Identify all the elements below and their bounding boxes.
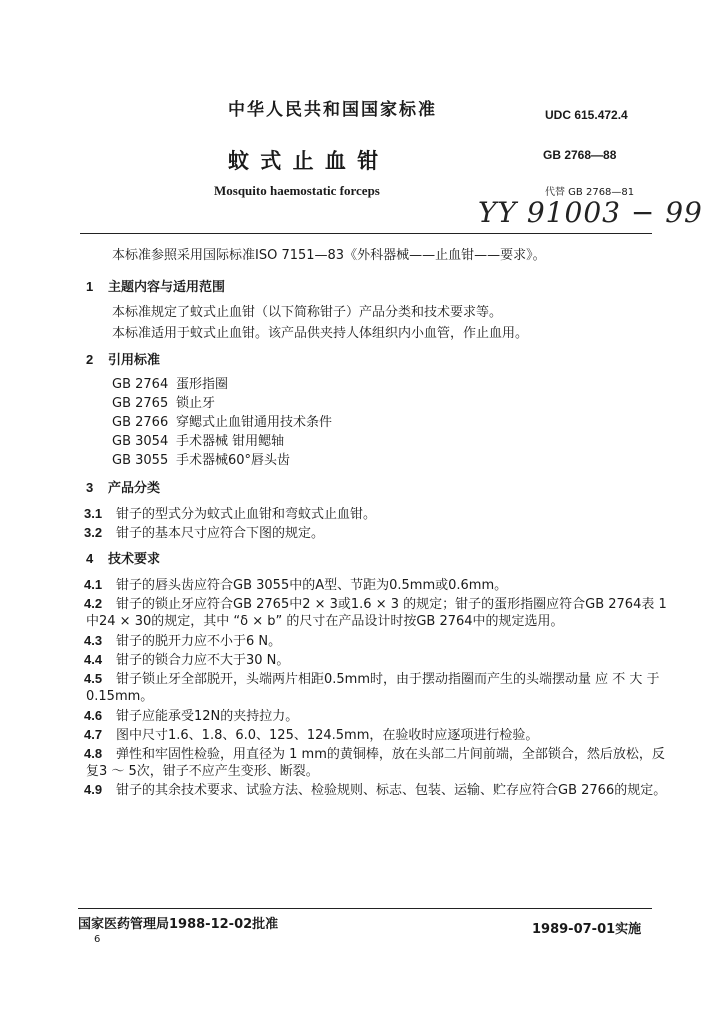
clause-4-7 <box>84 726 538 745</box>
clause-4-2 <box>84 595 667 614</box>
clause-text: 钳子的唇头齿应符合GB 3055中的A型、节距为0.5mm或0.6mm。 <box>116 578 508 593</box>
section-1-number: 1 <box>86 279 94 294</box>
clause-text: 图中尺寸1.6、1.8、6.0、125、124.5mm，在验收时应逐项进行检验。 <box>116 728 539 743</box>
clause-4-5-continuation: 0.15mm。 <box>86 689 154 704</box>
ref-name: 手术器械 钳用鳃轴 <box>176 434 285 449</box>
ref-code: GB 3054 <box>112 434 169 449</box>
ref-row <box>112 376 228 394</box>
clause-text: 钳子应能承受12N的夹持拉力。 <box>116 709 299 724</box>
clause-3-1 <box>84 505 376 524</box>
section-2-title: 引用标准 <box>108 353 161 368</box>
clause-4-2-continuation: 中24 × 30的规定，其中 “δ × b” 的尺寸在产品设计时按GB 2764中的规定选用。 <box>86 614 564 629</box>
ref-name: 锁止牙 <box>176 396 216 411</box>
section-3-title: 产品分类 <box>108 481 161 496</box>
title-en: Mosquito haemostatic forceps <box>214 183 380 198</box>
clause-4-4 <box>84 651 289 670</box>
clause-text: 钳子的基本尺寸应符合下图的规定。 <box>116 526 325 541</box>
clause-number: 4.8 <box>84 746 103 761</box>
clause-4-6 <box>84 707 298 726</box>
udc-number: UDC 615.472.4 <box>545 108 628 122</box>
title-cn: 蚊 式 止 血 钳 <box>228 149 381 173</box>
clause-4-1 <box>84 576 507 595</box>
standard-number: GB 2768—88 <box>543 148 617 162</box>
clause-number: 4.3 <box>84 633 103 648</box>
clause-number: 4.4 <box>84 652 103 667</box>
clause-text: 钳子的锁止牙应符合GB 2765中2 × 3或1.6 × 3 的规定；钳子的蛋形指圈应符合GB 2764表 1 <box>116 597 667 612</box>
section-2-heading <box>86 351 160 370</box>
clause-4-8-continuation: 复3 ～ 5次，钳子不应产生变形、断裂。 <box>86 764 319 779</box>
ref-name: 穿鳃式止血钳通用技术条件 <box>176 415 333 430</box>
ref-code: GB 2764 <box>112 377 169 392</box>
section-1-para-2: 本标准适用于蚊式止血钳。该产品供夹持人体组织内小血管，作止血用。 <box>112 326 529 341</box>
clause-4-5 <box>84 670 660 689</box>
clause-number: 4.6 <box>84 708 103 723</box>
clause-4-3 <box>84 632 281 651</box>
clause-4-8 <box>84 745 665 764</box>
section-4-title: 技术要求 <box>108 552 161 567</box>
clause-text: 弹性和牢固性检验，用直径为 1 mm的黄铜棒，放在头部二片间前端，全部锁合，然后放松，反 <box>116 747 665 762</box>
clause-number: 4.7 <box>84 727 103 742</box>
clause-4-9 <box>84 781 666 800</box>
clause-text: 钳子锁止牙全部脱开，头端两片相距0.5mm时，由于摆动指圈而产生的头端摆动量 应 不 大 于 <box>116 672 660 687</box>
intro-text: 本标准参照采用国际标准ISO 7151—83《外科器械——止血钳——要求》。 <box>112 248 546 263</box>
ref-name: 手术器械60°唇头齿 <box>176 453 291 468</box>
header-rule <box>80 233 652 234</box>
clause-text: 钳子的脱开力应不小于6 N。 <box>116 634 282 649</box>
section-3-heading <box>86 479 160 498</box>
ref-code: GB 3055 <box>112 453 169 468</box>
clause-number: 4.1 <box>84 577 103 592</box>
clause-3-2 <box>84 524 324 543</box>
section-1-heading <box>86 278 225 297</box>
ref-row <box>112 452 290 470</box>
replaces-note: 代替 GB 2768—81 <box>545 187 635 198</box>
clause-number: 4.2 <box>84 596 103 611</box>
handwritten-number: YY 91003 − 99 <box>478 196 703 229</box>
ref-code: GB 2766 <box>112 415 169 430</box>
clause-text: 钳子的其余技术要求、试验方法、检验规则、标志、包装、运输、贮存应符合GB 2766的规定。 <box>116 783 667 798</box>
footer-rule <box>78 908 652 909</box>
ref-code: GB 2765 <box>112 396 169 411</box>
section-1-title: 主题内容与适用范围 <box>108 280 226 295</box>
section-4-number: 4 <box>86 551 94 566</box>
ref-name: 蛋形指圈 <box>176 377 229 392</box>
ref-row <box>112 414 332 432</box>
section-1-para-1: 本标准规定了蚊式止血钳（以下简称钳子）产品分类和技术要求等。 <box>112 305 503 320</box>
clause-text: 钳子的锁合力应不大于30 N。 <box>116 653 290 668</box>
clause-text: 钳子的型式分为蚊式止血钳和弯蚊式止血钳。 <box>116 507 377 522</box>
org-title: 中华人民共和国国家标准 <box>228 100 437 120</box>
clause-number: 4.9 <box>84 782 103 797</box>
ref-row <box>112 395 215 413</box>
section-3-number: 3 <box>86 480 94 495</box>
page-number: 6 <box>94 934 101 945</box>
ref-row <box>112 433 284 451</box>
clause-number: 3.1 <box>84 506 103 521</box>
implementation-date: 1989-07-01实施 <box>532 922 642 937</box>
clause-number: 4.5 <box>84 671 103 686</box>
section-2-number: 2 <box>86 352 94 367</box>
clause-number: 3.2 <box>84 525 103 540</box>
approval-line: 国家医药管理局1988-12-02批准 <box>78 917 279 932</box>
section-4-heading <box>86 550 160 569</box>
